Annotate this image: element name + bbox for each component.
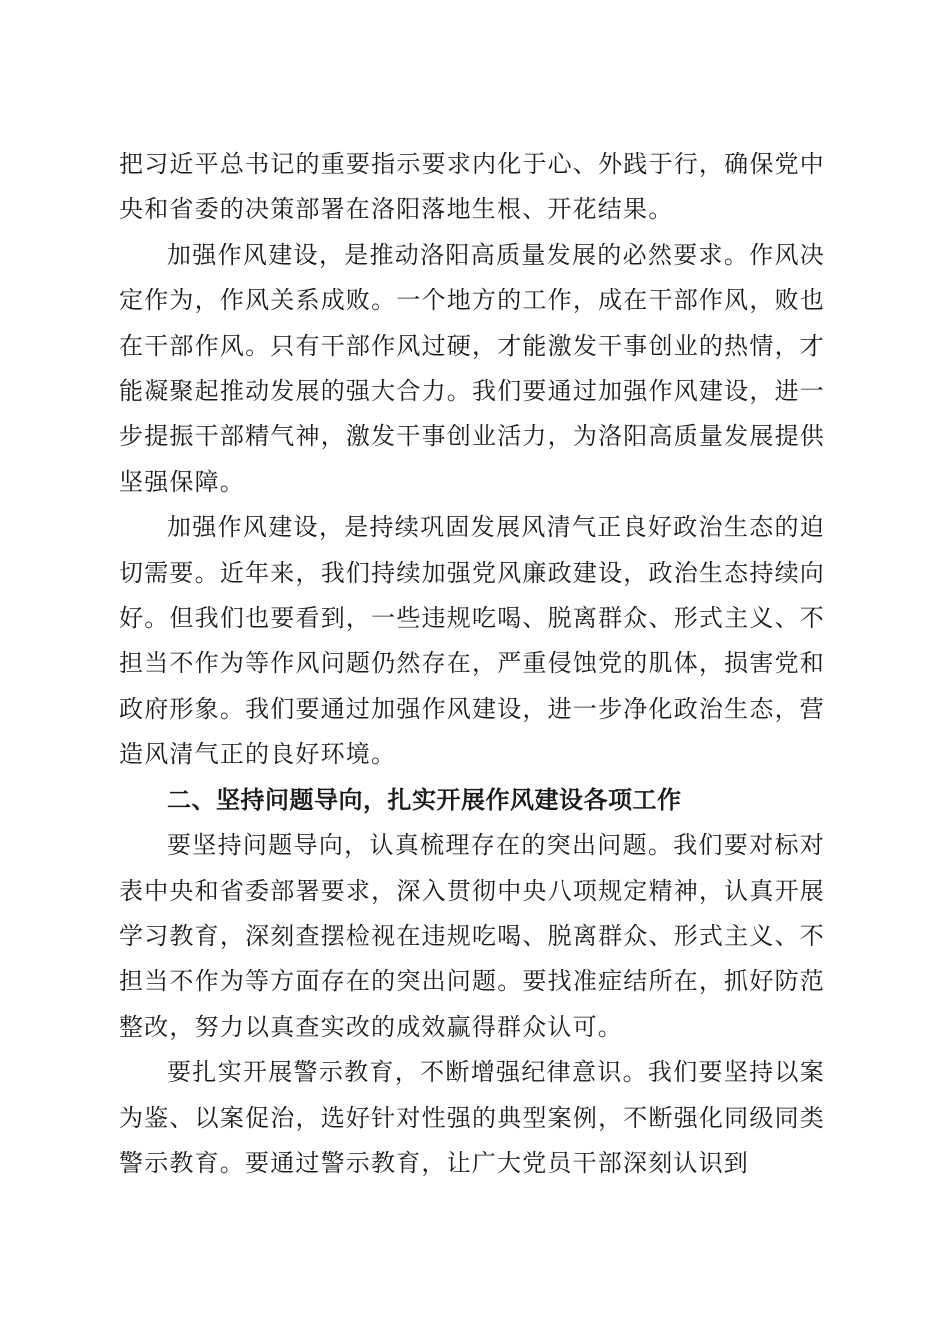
- paragraph-warning-education: 要扎实开展警示教育，不断增强纪律意识。我们要坚持以案为鉴、以案促治，选好针对性强的典型案例，不断强化同级同类警示教育。要通过警示教育，让广大党员干部深刻认识到: [119, 1058, 825, 1177]
- paragraph-continuation: 把习近平总书记的重要指示要求内化于心、外践于行，确保党中央和省委的决策部署在洛阳落地生根、开花结果。: [119, 150, 825, 224]
- document-body: [119, 142, 825, 1186]
- paragraph-political-ecology: 加强作风建设，是持续巩固发展风清气正良好政治生态的迫切需要。近年来，我们持续加强党风廉政建设，政治生态持续向好。但我们也要看到，一些违规吃喝、脱离群众、形式主义、不担当不作为等作风问题仍然存在，严重侵蚀党的肌体，损害党和政府形象。我们要通过加强作风建设，进一步净化政治生态，营造风清气正的良好环境。: [119, 513, 825, 769]
- section-heading: 二、坚持问题导向，扎实开展作风建设各项工作: [167, 785, 682, 814]
- paragraph-problem-orientation: 要坚持问题导向，认真梳理存在的突出问题。我们要对标对表中央和省委部署要求，深入贯彻中央八项规定精神，认真开展学习教育，深刻查摆检视在违规吃喝、脱离群众、形式主义、不担当不作为等方面存在的突出问题。要找准症结所在，抓好防范整改，努力以真查实改的成效赢得群众认可。: [119, 831, 825, 1041]
- paragraph-style-importance: 加强作风建设，是推动洛阳高质量发展的必然要求。作风决定作为，作风关系成败。一个地方的工作，成在干部作风，败也在干部作风。只有干部作风过硬，才能激发干事创业的热情，才能凝聚起推动发展的强大合力。我们要通过加强作风建设，进一步提振干部精气神，激发干事创业活力，为洛阳高质量发展提供坚强保障。: [119, 240, 825, 496]
